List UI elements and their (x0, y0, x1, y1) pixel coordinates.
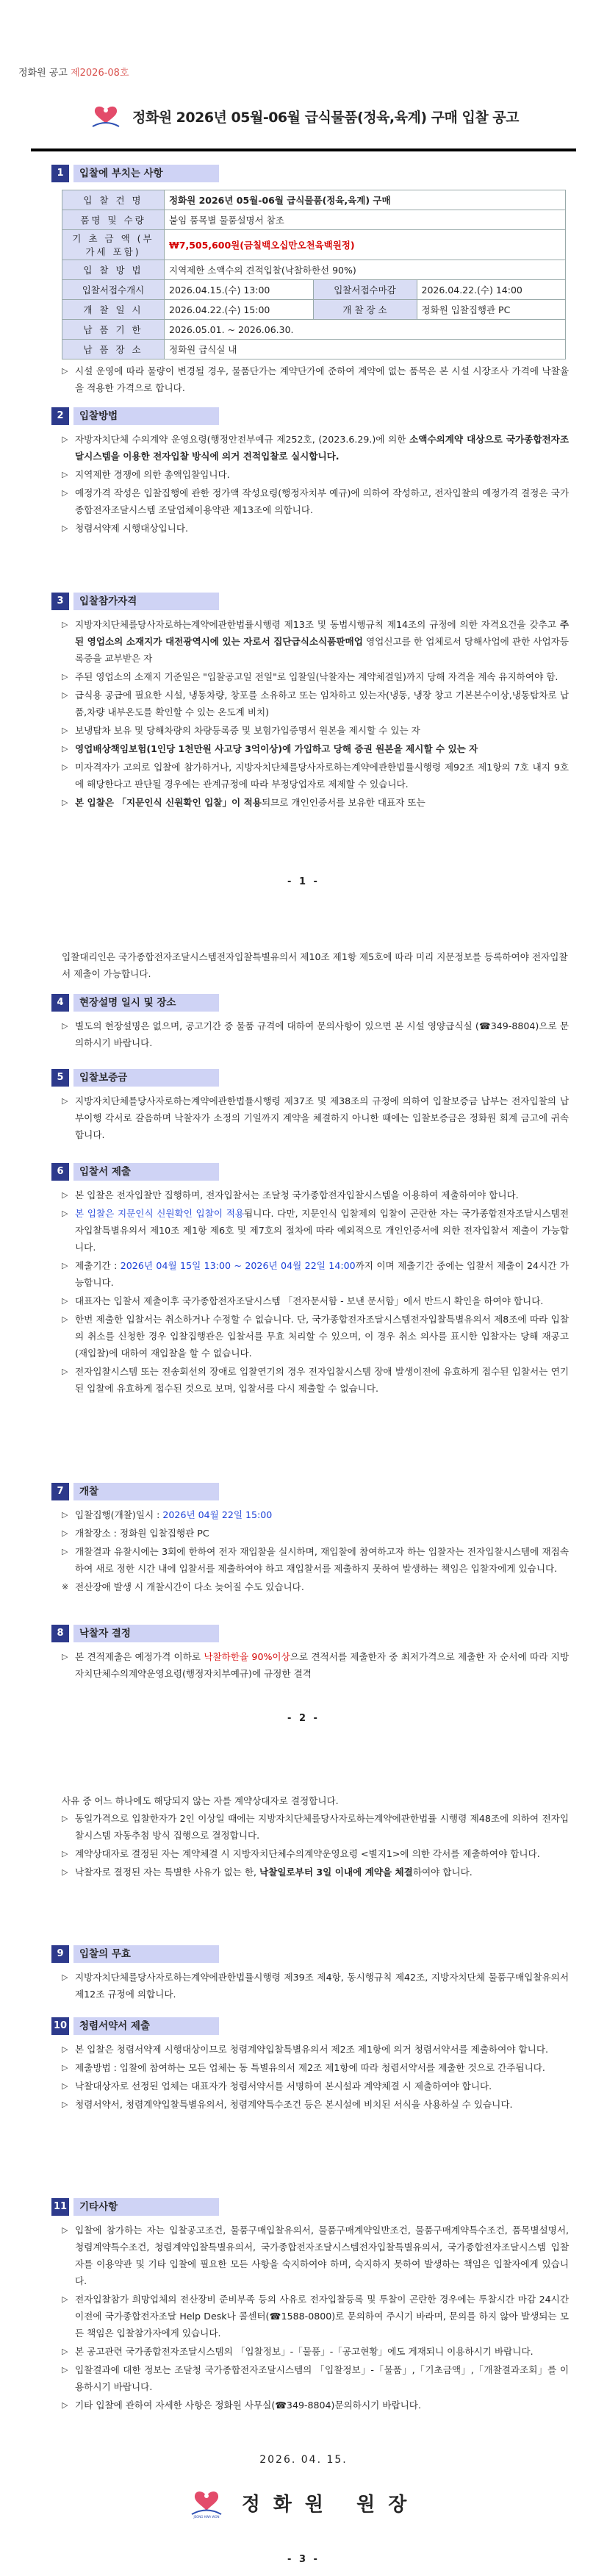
text-bold: 본 입찰은 「지문인식 신원확인 입찰」이 적용 (75, 797, 262, 808)
section-winner-decision-cont (51, 1810, 569, 1882)
continued-text: 사유 중 어느 하나에도 해당되지 않는 자를 계약상대자로 결정합니다. (62, 1795, 339, 1806)
section-number: 1 (51, 165, 69, 182)
page-number: - 1 - (287, 876, 320, 887)
text: 영업신고를 한 업체로서 당해사업에 관한 사업자등록증을 교부받은 자 (75, 636, 569, 664)
list-item: ▷ 계약상대자로 결정된 자는 계약체결 시 지방자치단체수의계약운영요령 <별지1>에 의한 각서를 제출하여야 합니다. (62, 1845, 569, 1862)
section-opening (51, 1481, 569, 1597)
list-item: ▷ 기타 입찰에 관하여 자세한 사항은 정화원 사무실(☎349-8804)문의하시기 바랍니다. (62, 2397, 569, 2414)
notice-number (18, 65, 129, 79)
section-title: 기타사항 (73, 2198, 219, 2216)
list-item: ▷ 지방자치단체를당사자로하는계약에관한법률시행령 제37조 및 제38조의 규정에 의하여 입찰보증금 납부는 전자입찰의 납부이행 각서로 갈음하며 낙찰자가 소정의 기일까지 계약을 체결하지 아니한 때에는 입찰보증금은 정화원 회계 금고에 귀속합니다. (62, 1092, 569, 1143)
table-label: 입 찰 건 명 (62, 190, 165, 210)
text: 낙찰자로 결정된 자는 특별한 사유가 없는 한, (75, 1867, 260, 1878)
continued-text: 입찰대리인은 국가종합전자조달시스템전자입찰특별유의서 제10조 제1항 제5호에 따라 미리 지문정보를 등록하여야 전자입찰서 제출이 가능합니다. (62, 951, 568, 979)
list-item (62, 431, 569, 465)
page-number: - 3 - (287, 2554, 320, 2565)
table-label: 품명 및 수량 (62, 210, 165, 230)
section-title: 입찰서 제출 (73, 1163, 219, 1181)
notice-prefix: 정화원 공고 (18, 68, 68, 79)
table-label: 납 품 기 한 (62, 320, 165, 340)
table-label: 개 찰 장 소 (313, 300, 417, 320)
section-number: 2 (51, 407, 69, 425)
section-title: 입찰에 부치는 사항 (73, 165, 219, 182)
table-label: 납 품 장 소 (62, 340, 165, 359)
text: 되므로 개인인증서를 보유한 대표자 또는 (261, 797, 425, 808)
list-item: ▷ 본 입찰은 전자입찰만 집행하며, 전자입찰서는 조달청 국가종합전자입찰시스템을 이용하여 제출하여야 합니다. (62, 1187, 569, 1203)
list-item: ▷ 지역제한 경쟁에 의한 총액입찰입니다. (62, 466, 569, 483)
list-item: ▷ 한번 제출한 입찰서는 취소하거나 수정할 수 없습니다. 단, 국가종합전자조달시스템전자입찰특별유의서 제8조에 따라 입찰의 취소를 신청한 경우 입찰집행관은 입찰서를 무효 처리할 수 있으며, 이 경우 취소 의사를 표시한 입찰자는 당해 재공고(재입찰)에 대하여 재입찰을 할 수 없습니다. (62, 1311, 569, 1362)
section-bid-invalid (51, 1944, 569, 2004)
section-eligibility (51, 591, 569, 812)
section-title: 입찰보증금 (73, 1069, 219, 1087)
page-title: 정화원 2026년 05월-06월 급식물품(정육,육계) 구매 입찰 공고 (132, 109, 520, 126)
text-highlight: 낙찰하한율 90%이상 (204, 1651, 290, 1662)
list-item: ▷ 개찰장소 : 정화원 입찰집행관 PC (62, 1525, 569, 1542)
section-number: 4 (51, 994, 69, 1012)
section-winner-decision (51, 1623, 570, 1684)
list-item: ▷ 지방자치단체를당사자로하는계약에관한법률시행령 제39조 제4항, 동시행규칙 제42조, 지방자치단체 물품구매입찰유의서 제12조 규정에 의합니다. (62, 1969, 569, 2003)
table-value: 정화원 입찰집행관 PC (417, 300, 566, 320)
text: 지방자치단체를당사자로하는계약에관한법률시행령 제13조 및 동법시행규칙 제14조의 규정에 의한 자격요건을 갖추고 (75, 619, 560, 630)
logo-caption: JEONG HWA WON (193, 2515, 220, 2519)
list-item: ▷ 영업배상책임보험(1인당 1천만원 사고당 3억이상)에 가입하고 당해 증권 원본을 제시할 수 있는 자 (62, 740, 569, 757)
section-title: 현장설명 일시 및 장소 (73, 994, 219, 1012)
section-bid-items (51, 163, 569, 398)
list-item: ▷ 미자격자가 고의로 입찰에 참가하거나, 지방자치단체를당사자로하는계약에관한법률시행령 제92조 제1항의 7호 내지 9호에 해당한다고 판단될 경우에는 관계규정에 따라 부정당업자로 제제할 수 있습니다. (62, 759, 569, 793)
section-bid-method (51, 406, 569, 538)
table-label: 개 찰 일 시 (62, 300, 165, 320)
list-item (62, 1864, 569, 1881)
list-item: ▷ 입찰에 참가하는 자는 입찰공고조건, 물품구매입찰유의서, 물품구매계약일반조건, 물품구매계약특수조건, 품목별설명서, 청렴계약특수조건, 청렴계약입찰특별유의서, 국가종합전자조달시스템전자입찰특별유의서, 국가종합전자조달시스템 입찰자를 이용약관 및 기타 입찰에 필요한 모든 사항을 숙지하여야 하며, 숙지하지 못하여 발생하는 책임은 입찰자에게 있습니다. (62, 2222, 569, 2289)
text: 자방자치단체 수의계약 운영요령(행정안전부예규 제252호, (2023.6.29.)에 의한 (75, 434, 410, 445)
announcement-date: 2026. 04. 15. (259, 2454, 348, 2466)
list-item: ▷ 제출방법 : 입찰에 참여하는 모든 업체는 동 특별유의서 제2조 제1항에 따라 청렴서약서를 제출한 것으로 간주됩니다. (62, 2059, 569, 2076)
list-item: ▷ 주된 영업소의 소재지 기준일은 "입찰공고일 전일"로 입찰일(낙찰자는 계약체결일)까지 당해 자격을 계속 유지하여야 함. (62, 668, 569, 685)
section-integrity-pledge (51, 2016, 566, 2114)
list-item (62, 1205, 569, 1256)
table-value: 정화원 2026년 05월-06월 급식물품(정육,육계) 구매 (165, 190, 566, 210)
bid-info-table (62, 190, 566, 359)
list-item: ▷ 청렴서약제 시행대상입니다. (62, 520, 569, 537)
text-highlight: 2026년 04월 15일 13:00 ~ 2026년 04월 22일 14:00 (120, 1260, 356, 1271)
text: 본 견적제출은 예정가격 이하로 (75, 1651, 204, 1662)
list-item: ▷ 낙찰대상자로 선정된 업체는 대표자가 청렴서약서를 서명하여 본시설과 계약체결 시 제출하여야 합니다. (62, 2078, 569, 2094)
section-number: 3 (51, 593, 69, 610)
text: 입찰집행(개찰)일시 : (75, 1509, 163, 1520)
list-item (62, 794, 569, 811)
title-divider (31, 149, 576, 151)
table-value: ₩7,505,600원(금칠백오십만오천육백원정) (165, 230, 566, 260)
table-label: 입 찰 방 법 (62, 260, 165, 280)
list-item: ▷ 전자입찰시스템 또는 전송회선의 장애로 입찰연기의 경우 전자입찰시스템 장애 발생이전에 유효하게 접수된 입찰서는 연기된 입찰에 유효하게 접수된 것으로 보며, 입찰서를 다시 제출할 수 없습니다. (62, 1363, 569, 1397)
text-highlight: 2026년 04월 22일 15:00 (162, 1509, 273, 1520)
section-bid-deposit (51, 1067, 569, 1145)
section-number: 11 (51, 2198, 69, 2216)
table-label: 기 초 금 액 (부가세 포함) (62, 230, 165, 260)
table-label: 입찰서접수마감 (313, 280, 417, 300)
table-value: 2026.04.15.(수) 13:00 (165, 280, 314, 300)
table-value: 2026.05.01. ~ 2026.06.30. (165, 320, 566, 340)
text: 하여야 합니다. (412, 1867, 473, 1878)
section-title: 낙찰자 결정 (73, 1625, 219, 1642)
list-item: ※ 전산장애 발생 시 개찰시간이 다소 늦어질 수도 있습니다. (62, 1578, 569, 1595)
list-item (62, 1648, 569, 1682)
list-item: ▷ 별도의 현장설명은 없으며, 공고기간 중 물품 규격에 대하여 문의사항이 있으면 본 시설 영양급식실 (☎349-8804)으로 문의하시기 바랍니다. (62, 1017, 569, 1051)
section-bid-submission (51, 1162, 569, 1398)
section-title: 개찰 (73, 1483, 219, 1500)
list-item: ▷ 대표자는 입찰서 제출이후 국가종합전자조달시스템 「전자문서함 - 보낸 문서함」에서 반드시 확인을 하여야 합니다. (62, 1292, 569, 1309)
list-item: ▷ 예정가격 작성은 입찰집행에 관한 정가액 작성요령(행정자치부 예규)에 의하여 작성하고, 전자입찰의 예정가격 결정은 국가종합전자조달시스템 조달업체이용약관 제13조에 의합니다. (62, 484, 569, 518)
list-item: ▷ 본 입찰은 청렴서약제 시행대상이므로 청렴계약입찰특별유의서 제2조 제1항에 의거 청렴서약서를 제출하여야 합니다. (62, 2041, 569, 2058)
section-number: 7 (51, 1483, 69, 1500)
list-item: ▷ 급식용 공급에 필요한 시설, 냉동차량, 창포를 소유하고 또는 임차하고 있는자(냉동, 냉장 창고 기본본수이상,냉동탑차로 납품,차량 내부온도를 확인할 수 있는 온도계 비치) (62, 687, 569, 720)
text-highlight: 본 입찰은 지문인식 신원확인 입찰이 적용 (75, 1208, 245, 1219)
section-title: 입찰방법 (73, 407, 219, 425)
page-number: - 2 - (287, 1713, 320, 1724)
text: 됩니다. 다만, 지문인식 입찰제의 입찰이 곤란한 자는 국가종합전자조달시스템전자입찰특별유의서 제10조 제1항 제6호 및 제7호의 절차에 따라 예외적으로 개인인증서에 의한 전자입찰서 제출이 가능합니다. (75, 1208, 569, 1253)
list-item: ▷ 전자입찰참가 희망업체의 전산장비 준비부족 등의 사유로 전자입찰등록 및 투찰이 곤란한 경우에는 투찰시간 마감 24시간 이전에 국가종합전자조달 Help Desk나 콜센터(☎1588-0800)로 문의하여 주시기 바라며, 문의를 하지 않아 발생되는 모든 책임은 입찰참가자에게 있습니다. (62, 2291, 569, 2341)
text-bold: 주된 영업소의 소재지가 대전광역시에 있는 자로서 집단급식소식품판매업 (75, 619, 569, 647)
table-value: 2026.04.22.(수) 14:00 (417, 280, 566, 300)
list-item: ▷ 동일가격으로 입찰한자가 2인 이상일 때에는 지방자치단체를당사자로하는계약에관한법률 시행령 제48조에 의하여 전자입찰시스템 자동추첨 방식 집행으로 결정합니다. (62, 1810, 569, 1844)
title-row (0, 101, 607, 131)
text: 제출기간 : (75, 1260, 121, 1271)
list-item: ▷ 본 공고관련 국가종합전자조달시스템의 「입찰정보」-「물품」-「공고현황」에도 게재되니 이용하시기 바랍니다. (62, 2343, 569, 2360)
list-item: ▷ 개찰결과 유찰시에는 3회에 한하여 전자 재입찰을 실시하며, 재입찰에 참여하고자 하는 입찰자는 전자입찰시스템에 재접속하여 새로 정한 시간 내에 입찰서를 제출하여야 하고 재입찰서를 제출하지 못하여 발생하는 책임은 입찰자에게 있습니다. (62, 1543, 569, 1577)
section-number: 6 (51, 1163, 69, 1181)
text-bold: 낙찰일로부터 3일 이내에 계약을 체결 (259, 1867, 413, 1878)
signature-block (0, 2486, 607, 2519)
table-label: 입찰서접수개시 (62, 280, 165, 300)
list-item: ▷ 시설 운영에 따라 물량이 변경될 경우, 물품단가는 계약단가에 준하여 계약에 없는 품목은 본 시설 시장조사 가격에 낙찰율을 적용한 가격으로 합니다. (62, 362, 569, 396)
signer-name: 정화원 원장 (241, 2493, 420, 2516)
list-item (62, 1257, 569, 1291)
section-title: 입찰참가자격 (73, 593, 219, 610)
section-title: 청렴서약서 제출 (73, 2017, 219, 2035)
list-item (62, 616, 569, 667)
section-other-notes (51, 2197, 569, 2415)
section-title: 입찰의 무효 (73, 1945, 219, 1963)
table-value: 붙임 품목별 물품설명서 참조 (165, 210, 566, 230)
table-value: 2026.04.22.(수) 15:00 (165, 300, 314, 320)
list-item: ▷ 보냉탑차 보유 및 당해차량의 차량등록증 및 보험가입증명서 원본을 제시할 수 있는 자 (62, 722, 569, 739)
section-number: 10 (51, 2017, 69, 2035)
text: 까지 이며 제출기간 중에는 입찰서 제출이 24시간 가능합니다. (75, 1260, 569, 1288)
table-value: 정화원 급식실 내 (165, 340, 566, 359)
list-item: ▷ 입찰결과에 대한 정보는 조달청 국가종합전자조달시스템의 「입찰정보」-「물품」,「기초금액」,「개찰결과조회」를 이용하시기 바랍니다. (62, 2361, 569, 2395)
section-number: 5 (51, 1069, 69, 1087)
jeonghwawon-logo (187, 2486, 226, 2519)
text-bold: 소액수의계약 대상으로 국가종합전자조달시스템을 이용한 전자입찰 방식에 의거 견적입찰로 실시합니다. (75, 434, 569, 462)
list-item: ▷ 청렴서약서, 청렴계약입찰특별유의서, 청렴계약특수조건 등은 본시설에 비치된 서식을 사용하실 수 있습니다. (62, 2096, 569, 2113)
section-number: 9 (51, 1945, 69, 1963)
jeonghwawon-logo (88, 101, 123, 131)
table-value: 지역제한 소액수의 견적입찰(낙찰하한선 90%) (165, 260, 566, 280)
list-item (62, 1506, 569, 1523)
notice-number-value: 제2026-08호 (71, 68, 129, 79)
text: 으로 견적서를 제출한자 중 최저가격으로 제출한 자 순서에 따라 지방자치단체수의계약운영요령(행정자치부예규)에 규정한 결격 (75, 1651, 570, 1679)
section-site-briefing (51, 992, 569, 1053)
section-number: 8 (51, 1625, 69, 1642)
